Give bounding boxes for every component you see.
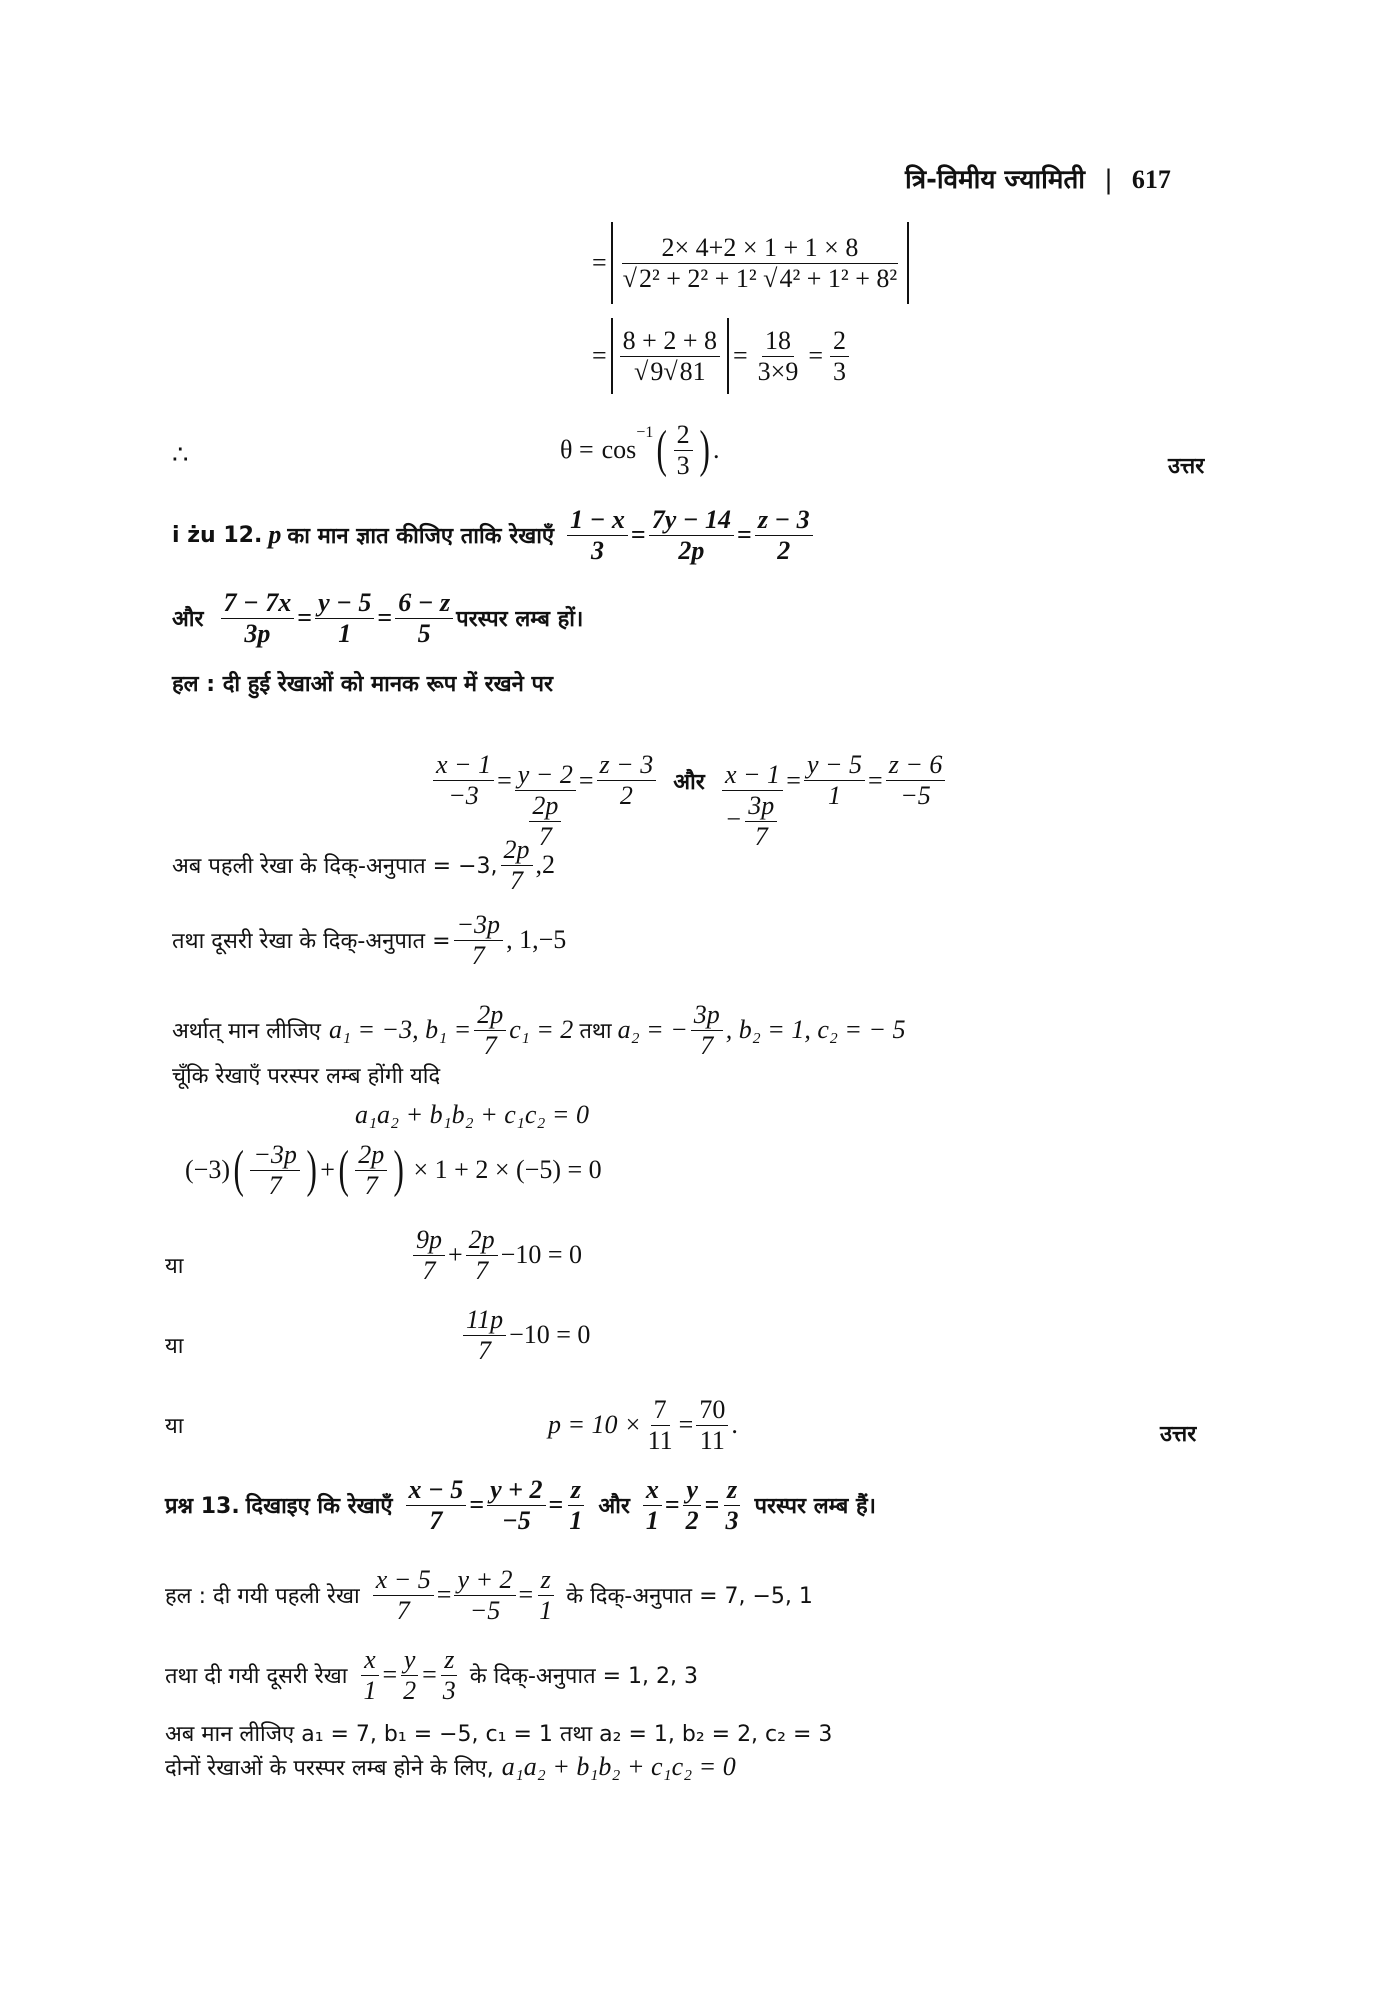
numerator: 2 bbox=[674, 420, 693, 451]
a2: a₂ = − bbox=[617, 1015, 688, 1045]
numerator: y bbox=[401, 1645, 419, 1676]
denominator: √9√81 bbox=[634, 356, 706, 386]
denominator: −5 bbox=[900, 781, 931, 811]
a1-b1: a₁ = −3, b₁ = bbox=[328, 1015, 472, 1045]
numerator: z − 6 bbox=[886, 750, 946, 781]
question-text: का मान ज्ञात कीजिए ताकि रेखाएँ bbox=[287, 524, 555, 550]
solution-prefix: हल : दी गयी पहली रेखा bbox=[165, 1584, 360, 1610]
denominator: 7 bbox=[538, 821, 552, 851]
and-text: और bbox=[598, 1494, 630, 1520]
question-13 bbox=[165, 1475, 876, 1536]
fraction bbox=[315, 588, 374, 649]
numerator: 9p bbox=[413, 1225, 445, 1256]
numerator: x bbox=[361, 1645, 379, 1676]
lead-term: (−3) bbox=[185, 1155, 230, 1185]
numerator: z bbox=[538, 1565, 554, 1596]
sqrt-a: 2² + 2² + 1² bbox=[638, 263, 757, 293]
tail-term: −10 = 0 bbox=[500, 1240, 582, 1270]
therefore-symbol: ∴ bbox=[172, 440, 189, 469]
and-text: और bbox=[172, 607, 204, 633]
prev-eq-line-2 bbox=[588, 318, 852, 394]
standard-form-equations: $\frac{x - 1}{-3}$ = $\frac{y - 2}{\frac{2p}{7}}$ = $\frac{z - 3}{2}$ और x − 1 − $\frac{3p}{7}$ = $\frac{y - 5}{1}$ = $\frac{z - 6}{-5}$ bbox=[430, 710, 948, 852]
denominator: 7 bbox=[471, 940, 485, 970]
page-number: 617 bbox=[1131, 165, 1171, 194]
let-text: अर्थात् मान लीजिए bbox=[172, 1019, 321, 1045]
right-paren: ) bbox=[393, 1141, 405, 1199]
fraction bbox=[755, 326, 802, 387]
denominator: 7 bbox=[510, 865, 524, 895]
denominator bbox=[722, 791, 784, 852]
numerator: z bbox=[568, 1475, 584, 1506]
question-suffix: परस्पर लम्ब हों। bbox=[456, 607, 584, 633]
step-3-equation bbox=[548, 1395, 738, 1456]
answer-label: उत्तर bbox=[1168, 454, 1205, 479]
q13-second-line-dr bbox=[165, 1645, 698, 1706]
denominator: 2 bbox=[403, 1675, 417, 1705]
denominator: 1 bbox=[645, 1505, 659, 1535]
q13-let-line: अब मान लीजिए a₁ = 7, b₁ = −5, c₁ = 1 तथा a₂ = 1, b₂ = 2, c₂ = 3 bbox=[165, 1722, 833, 1747]
denominator: 2 bbox=[685, 1505, 699, 1535]
fraction bbox=[683, 1475, 702, 1536]
sqrt-b: 81 bbox=[679, 356, 706, 386]
fraction bbox=[722, 760, 784, 852]
numerator: 2p bbox=[474, 1000, 506, 1031]
fraction bbox=[755, 505, 813, 566]
denominator: 7 bbox=[475, 1255, 489, 1285]
question-label: i żu 12. bbox=[172, 522, 263, 548]
fraction bbox=[620, 233, 901, 294]
denominator: 2 bbox=[777, 535, 791, 565]
inverse-sup: −1 bbox=[636, 424, 654, 441]
denominator: 7 bbox=[429, 1505, 443, 1535]
let-line bbox=[172, 1000, 906, 1061]
denominator: 7 bbox=[422, 1255, 436, 1285]
ya-label: या bbox=[165, 1254, 184, 1279]
fraction bbox=[250, 1140, 300, 1201]
denominator: 2p bbox=[678, 535, 705, 565]
denominator: 3×9 bbox=[757, 356, 799, 386]
numerator: 2p bbox=[355, 1140, 387, 1171]
numerator: 7 bbox=[651, 1395, 670, 1426]
right-paren: ) bbox=[699, 421, 710, 479]
perp-text: दोनों रेखाओं के परस्पर लम्ब होने के लिए, bbox=[165, 1756, 494, 1781]
denominator: 3 bbox=[833, 356, 847, 386]
numerator: y − 5 bbox=[315, 588, 374, 619]
equals-sign: = bbox=[808, 341, 824, 370]
line-equation: $\frac{x}{1}$ = $\frac{y}{2}$ = $\frac{z}{3}$ bbox=[357, 1645, 461, 1706]
fraction bbox=[474, 1000, 506, 1061]
numerator: 3p bbox=[691, 1000, 723, 1031]
denominator: 2 bbox=[619, 781, 633, 811]
dr-tail: ,2 bbox=[535, 850, 556, 880]
numerator: x − 1 bbox=[722, 760, 783, 791]
q13-first-line-dr bbox=[165, 1565, 813, 1626]
sqrt-b: 4² + 1² + 8² bbox=[779, 263, 898, 293]
dr-first-line bbox=[172, 835, 555, 896]
numerator: 7y − 14 bbox=[649, 505, 734, 536]
fraction bbox=[643, 1475, 662, 1536]
tail-term: −10 = 0 bbox=[509, 1320, 591, 1350]
fraction bbox=[466, 1225, 498, 1286]
dr-second-line bbox=[172, 910, 566, 971]
denominator: 7 bbox=[700, 1030, 714, 1060]
nested-fraction bbox=[745, 791, 777, 852]
right-paren: ) bbox=[306, 1141, 317, 1199]
denominator: 3p bbox=[244, 618, 271, 648]
q13-perp-line bbox=[165, 1752, 736, 1782]
fraction bbox=[691, 1000, 723, 1061]
fraction bbox=[886, 750, 946, 811]
tail-term: × 1 + 2 × (−5) = 0 bbox=[413, 1155, 602, 1185]
denominator: √2² + 2² + 1² √4² + 1² + 8² bbox=[622, 263, 898, 293]
denominator: −5 bbox=[469, 1595, 501, 1625]
numerator: 2p bbox=[466, 1225, 498, 1256]
numerator: 2 bbox=[830, 326, 849, 357]
numerator: z bbox=[724, 1475, 740, 1506]
numerator: y + 2 bbox=[487, 1475, 545, 1506]
dr-text: अब पहली रेखा के दिक्-अनुपात = −3, bbox=[172, 854, 498, 880]
fraction bbox=[454, 910, 504, 971]
and-text: और bbox=[673, 769, 705, 795]
numerator: −3p bbox=[454, 910, 504, 941]
fraction bbox=[406, 1475, 467, 1536]
fraction bbox=[440, 1645, 459, 1706]
condition-text: चूँकि रेखाएँ परस्पर लम्ब होंगी यदि bbox=[172, 1064, 441, 1089]
numerator: 2p bbox=[501, 835, 533, 866]
fraction bbox=[649, 505, 734, 566]
numerator: z − 3 bbox=[597, 750, 657, 781]
numerator: z bbox=[441, 1645, 457, 1676]
dr-text: तथा दूसरी रेखा के दिक्-अनुपात = bbox=[172, 929, 451, 955]
denominator: 7 bbox=[483, 1030, 497, 1060]
numerator: y − 5 bbox=[804, 750, 865, 781]
solution-intro: हल : दी हुई रेखाओं को मानक रूप में रखने पर bbox=[172, 672, 554, 697]
fraction bbox=[373, 1565, 434, 1626]
denominator: 3 bbox=[442, 1675, 456, 1705]
question-text: दिखाइए कि रेखाएँ bbox=[245, 1494, 393, 1520]
ya-label: या bbox=[165, 1334, 184, 1359]
dr-suffix: के दिक्-अनुपात = 7, −5, 1 bbox=[566, 1584, 813, 1610]
numerator: 3p bbox=[745, 791, 777, 822]
denominator: 3 bbox=[725, 1505, 739, 1535]
theta-equation bbox=[560, 420, 719, 481]
numerator: z − 3 bbox=[755, 505, 813, 536]
question-12-line-2 bbox=[172, 588, 583, 649]
denominator: −3 bbox=[448, 781, 479, 811]
prev-eq-line-1 bbox=[588, 222, 909, 304]
fraction bbox=[501, 835, 533, 896]
line-2-equation: $\frac{7 - 7x}{3p}$ = $\frac{y - 5}{1}$ = $\frac{6 - z}{5}$ bbox=[218, 588, 457, 649]
fraction bbox=[567, 505, 628, 566]
numerator: 1 − x bbox=[567, 505, 628, 536]
numerator: x − 5 bbox=[373, 1565, 434, 1596]
minus-sign: − bbox=[724, 804, 743, 834]
denominator: 5 bbox=[417, 618, 431, 648]
fraction bbox=[221, 588, 295, 649]
denominator: 3 bbox=[590, 535, 604, 565]
theta-lhs: θ = bbox=[560, 435, 594, 465]
denominator: 1 bbox=[827, 781, 841, 811]
ya-label: या bbox=[165, 1414, 184, 1439]
dr-tail: , 1,−5 bbox=[506, 925, 567, 955]
equals-sign: = bbox=[678, 1410, 694, 1440]
absolute-value bbox=[611, 318, 729, 394]
fraction bbox=[566, 1475, 585, 1536]
c1: c₁ = 2 bbox=[509, 1015, 574, 1045]
step-1-equation bbox=[410, 1225, 582, 1286]
denominator: 11 bbox=[647, 1425, 673, 1455]
left-paren: ( bbox=[656, 421, 668, 479]
fraction bbox=[400, 1645, 419, 1706]
numerator: −3p bbox=[250, 1140, 300, 1171]
variable-p: p bbox=[268, 520, 282, 550]
step-2-equation bbox=[460, 1305, 590, 1366]
left-paren: ( bbox=[338, 1141, 349, 1199]
numerator: 2p bbox=[529, 791, 561, 822]
numerator: y − 2 bbox=[515, 760, 576, 791]
period: . bbox=[712, 435, 720, 465]
fraction bbox=[433, 750, 494, 811]
fraction bbox=[723, 1475, 742, 1536]
denominator: −5 bbox=[501, 1505, 531, 1535]
denominator: 1 bbox=[539, 1595, 553, 1625]
fraction bbox=[536, 1565, 555, 1626]
numerator: 8 + 2 + 8 bbox=[620, 326, 720, 357]
plus-sign: + bbox=[320, 1155, 335, 1185]
fraction bbox=[674, 420, 693, 481]
answer-label: उत्तर bbox=[1160, 1422, 1197, 1447]
cos-func: cos bbox=[601, 435, 637, 465]
line-equation-2: $\frac{x}{1}$ = $\frac{y}{2}$ = $\frac{z}{3}$ bbox=[640, 1475, 745, 1536]
numerator: 18 bbox=[762, 326, 794, 357]
numerator: 11p bbox=[463, 1305, 506, 1336]
line-1-equation: $\frac{1 - x}{3}$ = $\frac{7y - 14}{2p}$ = $\frac{z - 3}{2}$ bbox=[564, 505, 816, 566]
dr-suffix: के दिक्-अनुपात = 1, 2, 3 bbox=[469, 1664, 699, 1690]
absolute-value bbox=[611, 222, 910, 304]
sqrt-a: 9 bbox=[650, 356, 664, 386]
numerator: 2× 4+2 × 1 + 1 × 8 bbox=[622, 233, 899, 264]
fraction bbox=[360, 1645, 379, 1706]
denominator: 7 bbox=[396, 1595, 410, 1625]
left-paren: ( bbox=[233, 1141, 244, 1199]
fraction bbox=[413, 1225, 445, 1286]
equals-sign: = bbox=[733, 341, 748, 370]
numerator: x bbox=[643, 1475, 662, 1506]
numerator: 70 bbox=[696, 1395, 728, 1426]
fraction bbox=[620, 326, 720, 387]
solution-prefix: तथा दी गयी दूसरी रेखा bbox=[165, 1664, 348, 1690]
denominator: 7 bbox=[478, 1335, 492, 1365]
b2-c2: , b₂ = 1, c₂ = − 5 bbox=[725, 1015, 906, 1045]
numerator: y + 2 bbox=[454, 1565, 515, 1596]
fraction bbox=[696, 1395, 728, 1456]
equals-sign: = bbox=[592, 341, 607, 370]
line-equation: $\frac{x - 5}{7}$ = $\frac{y + 2}{-5}$ = $\frac{z}{1}$ bbox=[370, 1565, 559, 1626]
fraction bbox=[355, 1140, 387, 1201]
p-lhs: p = 10 × bbox=[548, 1410, 642, 1440]
numerator: 6 − z bbox=[395, 588, 453, 619]
fraction bbox=[597, 750, 657, 811]
chapter-title: त्रि-विमीय ज्यामिती bbox=[905, 165, 1086, 195]
denominator: 1 bbox=[363, 1675, 377, 1705]
question-suffix: परस्पर लम्ब हैं। bbox=[754, 1494, 877, 1520]
denominator: 7 bbox=[754, 821, 768, 851]
header-separator: | bbox=[1104, 165, 1113, 195]
fraction bbox=[463, 1305, 506, 1366]
denominator: 1 bbox=[338, 618, 352, 648]
fraction bbox=[395, 588, 453, 649]
period: . bbox=[731, 1410, 738, 1440]
tatha-text: तथा bbox=[579, 1019, 612, 1045]
denominator: 3 bbox=[676, 450, 690, 480]
perp-equation: a₁a₂ + b₁b₂ + c₁c₂ = 0 bbox=[501, 1752, 736, 1781]
line-equation-1: $\frac{x - 5}{7}$ = $\frac{y + 2}{-5}$ = $\frac{z}{1}$ bbox=[403, 1475, 589, 1536]
question-12 bbox=[172, 505, 816, 566]
numerator: y bbox=[683, 1475, 701, 1506]
fraction bbox=[454, 1565, 515, 1626]
denominator: 1 bbox=[569, 1505, 583, 1535]
denominator: 11 bbox=[699, 1425, 725, 1455]
plus-sign: + bbox=[448, 1240, 463, 1270]
condition-equation: a₁a₂ + b₁b₂ + c₁c₂ = 0 bbox=[355, 1100, 589, 1129]
question-label: प्रश्न 13. bbox=[165, 1494, 240, 1520]
denominator: 7 bbox=[364, 1170, 378, 1200]
numerator: x − 5 bbox=[406, 1475, 467, 1506]
fraction bbox=[830, 326, 849, 387]
equals-sign: = bbox=[592, 248, 607, 277]
fraction bbox=[487, 1475, 545, 1536]
denominator: 7 bbox=[268, 1170, 282, 1200]
fraction bbox=[804, 750, 865, 811]
numerator: 7 − 7x bbox=[221, 588, 295, 619]
fraction bbox=[645, 1395, 676, 1456]
substitution-equation bbox=[185, 1140, 602, 1201]
numerator: x − 1 bbox=[433, 750, 494, 781]
running-header bbox=[905, 160, 1171, 196]
